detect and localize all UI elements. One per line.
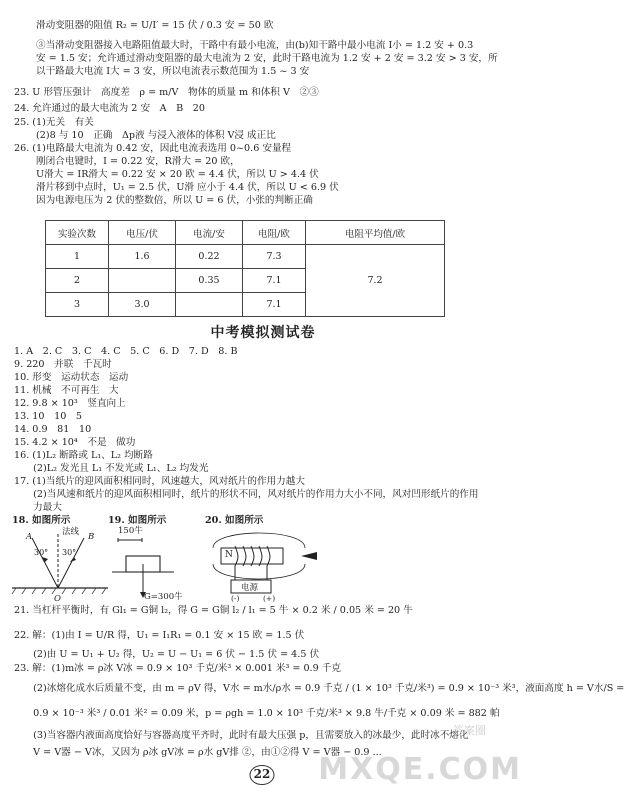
angle-label-2: 30° (62, 548, 77, 557)
table-row (46, 245, 445, 269)
scale-label: 150牛 (118, 526, 143, 536)
th-trial: 实验次数 (46, 221, 109, 245)
answer-line: 15. 4.2 × 10⁴ 不是 做功 (14, 437, 136, 448)
answer-line: 11. 机械 不可再生 大 (14, 385, 119, 396)
answer-line: (2)8 与 10 正确 Δp液 与浸入液体的体积 V浸 成正比 (36, 130, 276, 141)
table-header-row (46, 221, 445, 245)
answer-line: 13. 10 10 5 (14, 411, 83, 422)
answer-line: 16. (1)L₂ 断路或 L₁、L₂ 均断路 (14, 450, 153, 461)
figure-20-title: 20. 如图所示 (205, 515, 264, 526)
answer-line: 23. U 形管压强计 高度差 ρ = m/V 物体的质量 m 和体积 V ②③ (14, 87, 319, 98)
cell: 7.1 (243, 269, 306, 293)
answer-line: 因为电源电压为 2 伏的整数倍，所以 U = 6 伏，小张的判断正确 (36, 195, 313, 206)
answer-line: 安 = 1.5 安；允许通过滑动变阻器的最大电流为 2 安，此时干路电流为 1.2 安 + 2 安 = 3.2 安 > 3 安，所 (36, 53, 498, 64)
answer-line: 17. (1)当纸片的迎风面积相同时，风速越大，风对纸片的作用力越大 (14, 476, 305, 487)
answer-line: (2)冰熔化成水后质量不变，由 m = ρV 得，V水 = m水/ρ水 = 0.9 千克 / (1 × 10³ 千克/米³) = 0.9 × 10⁻³ 米³，液面高度 h = V水/S = (14, 683, 624, 694)
figure-19 (108, 512, 204, 602)
figure-18 (12, 512, 112, 602)
minus-label: (-) (231, 594, 240, 603)
cell: 1.6 (109, 245, 176, 269)
answer-line: 21. 当杠杆平衡时，有 Gl₁ = G铜 l₂，得 G = G铜 l₂ / l₁ = 5 牛 × 0.2 米 / 0.05 米 = 20 牛 (14, 605, 413, 616)
page-number (248, 764, 276, 786)
answer-line: 0.9 × 10⁻³ 米³ / 0.01 米² = 0.09 米，p = ρgh = 1.0 × 10³ 千克/米³ × 9.8 牛/千克 × 0.09 米 = 882 帕 (14, 708, 500, 719)
answer-line: 12. 9.8 × 10³ 竖直向上 (14, 398, 126, 409)
answer-line: 以干路最大电流 I大 = 3 安，所以电流表示数范围为 1.5 ~ 3 安 (36, 66, 310, 77)
answer-line: 10. 形变 运动状态 运动 (14, 372, 129, 383)
cell: 7.1 (243, 293, 306, 317)
th-average: 电阻平均值/欧 (306, 221, 445, 245)
angle-label-1: 30° (34, 548, 49, 557)
page-number-text: 22 (253, 767, 271, 781)
answer-line: 9. 220 并联 千瓦时 (14, 359, 112, 370)
cell (109, 269, 176, 293)
normal-label: 法线 (62, 527, 80, 537)
cell: 3 (46, 293, 109, 317)
cell: 3.0 (109, 293, 176, 317)
figure-20 (205, 512, 335, 602)
watermark-sub: 答案圈 (453, 724, 486, 737)
answer-line: 刚闭合电键时，I = 0.22 安，R滑大 = 20 欧， (36, 156, 240, 167)
answer-line: (2)L₂ 发光且 L₁ 不发光或 L₁、L₂ 均发光 (14, 463, 209, 474)
answer-line: 26. (1)电路最大电流为 0.42 安，因此电流表选用 0~0.6 安量程 (14, 143, 292, 154)
th-current: 电流/安 (176, 221, 243, 245)
th-resistance: 电阻/欧 (243, 221, 306, 245)
answer-line: V = V器 − V冰，又因为 ρ冰 gV冰 = ρ水 gV排 ②，由①②得 V = V器 − 0.9 ... (14, 747, 382, 758)
answer-line: (2)由 U = U₁ + U₂ 得，U₂ = U − U₁ = 6 伏 − 1.5 伏 = 4.5 伏 (14, 649, 320, 660)
answer-line: 滑动变阻器的阻值 R₂ = U/I′ = 15 伏 / 0.3 安 = 50 欧 (36, 20, 274, 31)
experiment-table (45, 220, 445, 317)
cell: 7.3 (243, 245, 306, 269)
cell: 2 (46, 269, 109, 293)
answer-line: 23. 解：(1)m冰 = ρ冰 V冰 = 0.9 × 10³ 千克/米³ × 0.001 米³ = 0.9 千克 (14, 663, 341, 674)
electromagnet-diagram (205, 524, 335, 604)
answer-line: 1. A 2. C 3. C 4. C 5. C 6. D 7. D 8. B (14, 346, 238, 357)
answer-line: (2)当风速和纸片的迎风面积相同时，纸片的形状不同，风对纸片的作用力大小不同，风对凹形纸片的作用 (14, 489, 479, 500)
point-b-label: B (88, 532, 95, 542)
answer-line: 25. (1)无关 有关 (14, 117, 94, 128)
cell: 0.22 (176, 245, 243, 269)
answer-line: 力最大 (14, 502, 62, 513)
th-voltage: 电压/伏 (109, 221, 176, 245)
answer-line: 24. 允许通过的最大电流为 2 安 A B 20 (14, 103, 206, 114)
cell: 0.35 (176, 269, 243, 293)
answer-line: 滑片移到中点时，U₁ = 2.5 伏，U滑 应小于 4.4 伏，所以 U < 6.9 伏 (36, 182, 339, 193)
point-a-label: A (26, 532, 33, 542)
answer-line: U滑大 = IR滑大 = 0.22 安 × 20 欧 = 4.4 伏，所以 U > 4.4 伏 (36, 169, 319, 180)
point-o-label: O (54, 594, 61, 604)
gravity-label: G=300牛 (144, 592, 183, 602)
figure-19-title: 19. 如图所示 (108, 515, 167, 526)
cell (176, 293, 243, 317)
answer-line: (3)当容器内液面高度恰好与容器高度平齐时，此时有最大压强 p，且需要放入的冰最少，此时冰不熔化 (14, 730, 469, 741)
watermark: MXQE.COM (318, 752, 522, 787)
power-source-label: 电源 (241, 583, 259, 593)
plus-label: (+) (263, 594, 276, 603)
average-cell: 7.2 (306, 245, 445, 317)
figure-18-title: 18. 如图所示 (12, 515, 71, 526)
cell: 1 (46, 245, 109, 269)
answer-line: 22. 解：(1)由 I = U/R 得，U₁ = I₁R₁ = 0.1 安 × 15 欧 = 1.5 伏 (14, 630, 305, 641)
answer-line: 14. 0.9 81 10 (14, 424, 92, 435)
section-title: 中考模拟测试卷 (210, 325, 316, 341)
north-pole-label: N (225, 550, 233, 560)
answer-line: ③当滑动变阻器接入电路阻值最大时，干路中有最小电流，由(b)知干路中最小电流 I小 = 1.2 安 + 0.3 (36, 40, 474, 51)
